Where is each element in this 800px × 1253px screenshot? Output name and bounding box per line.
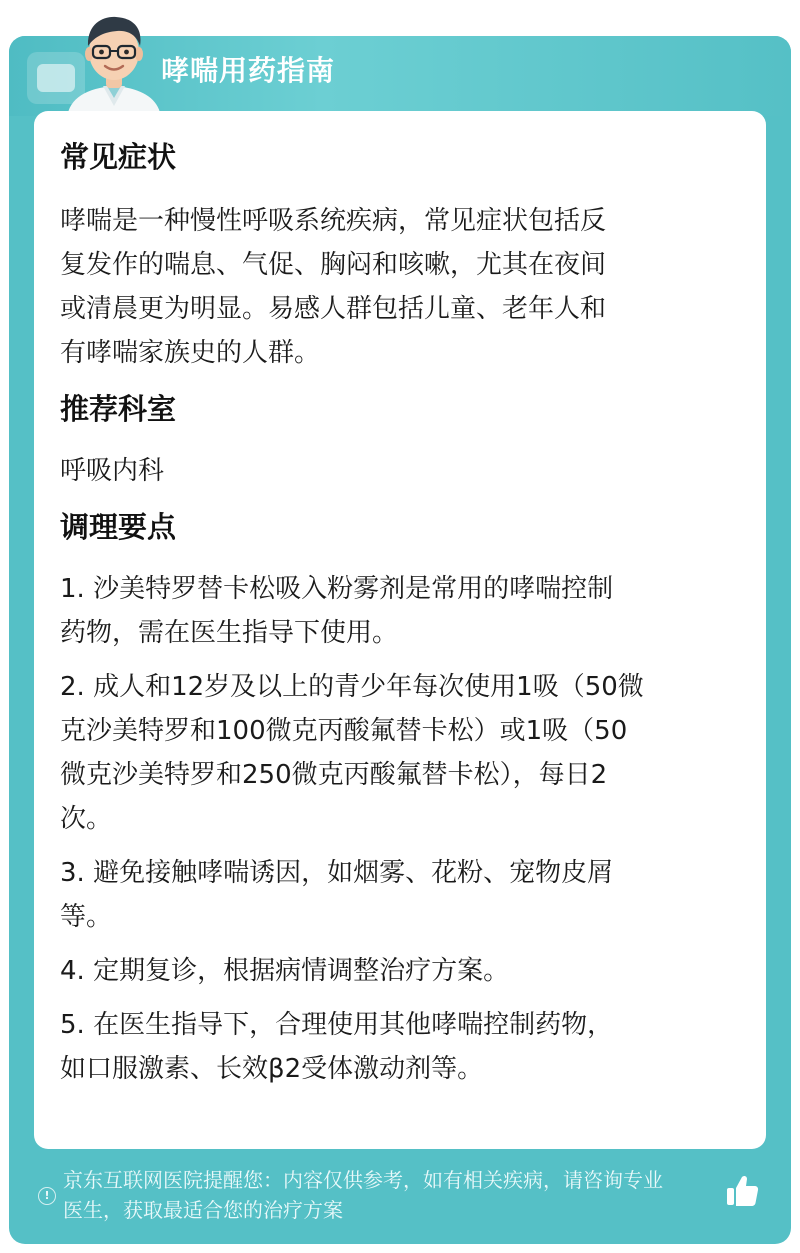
list-item-line: 次。 (60, 804, 113, 834)
symptoms-line: 有哮喘家族史的人群。 (60, 338, 321, 368)
care-list (60, 567, 750, 1091)
info-icon: ! (38, 1187, 56, 1205)
list-item-line: 等。 (60, 902, 113, 932)
list-item (60, 567, 750, 655)
department-value: 呼吸内科 (60, 456, 165, 486)
list-item-line: 1. 沙美特罗替卡松吸入粉雾剂是常用的哮喘控制 (60, 574, 614, 604)
list-item (60, 851, 750, 939)
list-item-line: 2. 成人和12岁及以上的青少年每次使用1吸（50微 (60, 672, 644, 702)
disclaimer-text (63, 1165, 727, 1225)
list-item (60, 1003, 750, 1091)
symptoms-heading: 常见症状 (60, 140, 177, 174)
disclaimer-line: 医生，获取最适合您的治疗方案 (63, 1198, 343, 1222)
list-item-line: 药物，需在医生指导下使用。 (60, 618, 399, 648)
disclaimer-footer (9, 1149, 791, 1244)
list-item-line: 如口服激素、长效β2受体激动剂等。 (60, 1054, 484, 1084)
doctor-avatar-icon (59, 6, 169, 118)
department-heading: 推荐科室 (60, 392, 177, 426)
list-item-line: 微克沙美特罗和250微克丙酸氟替卡松），每日2 (60, 760, 608, 790)
thumbs-up-icon[interactable] (724, 1173, 760, 1209)
content-body (60, 135, 750, 1091)
list-item (60, 949, 750, 993)
disclaimer-line: 京东互联网医院提醒您：内容仅供参考，如有相关疾病，请咨询专业 (63, 1168, 663, 1192)
symptoms-paragraph (60, 199, 750, 375)
list-item-line: 5. 在医生指导下，合理使用其他哮喘控制药物， (60, 1010, 614, 1040)
care-heading: 调理要点 (60, 510, 177, 544)
symptoms-line: 哮喘是一种慢性呼吸系统疾病，常见症状包括反 (60, 206, 607, 236)
symptoms-line: 复发作的喘息、气促、胸闷和咳嗽，尤其在夜间 (60, 250, 607, 280)
list-item-line: 4. 定期复诊，根据病情调整治疗方案。 (60, 956, 510, 986)
header-band (9, 36, 791, 116)
symptoms-line: 或清晨更为明显。易感人群包括儿童、老年人和 (60, 294, 607, 324)
content-card (34, 111, 766, 1149)
guide-card-frame (9, 36, 791, 1244)
list-item-line: 克沙美特罗和100微克丙酸氟替卡松）或1吸（50 (60, 716, 628, 746)
list-item-line: 3. 避免接触哮喘诱因，如烟雾、花粉、宠物皮屑 (60, 858, 614, 888)
page-title: 哮喘用药指南 (161, 54, 336, 87)
list-item (60, 665, 750, 841)
